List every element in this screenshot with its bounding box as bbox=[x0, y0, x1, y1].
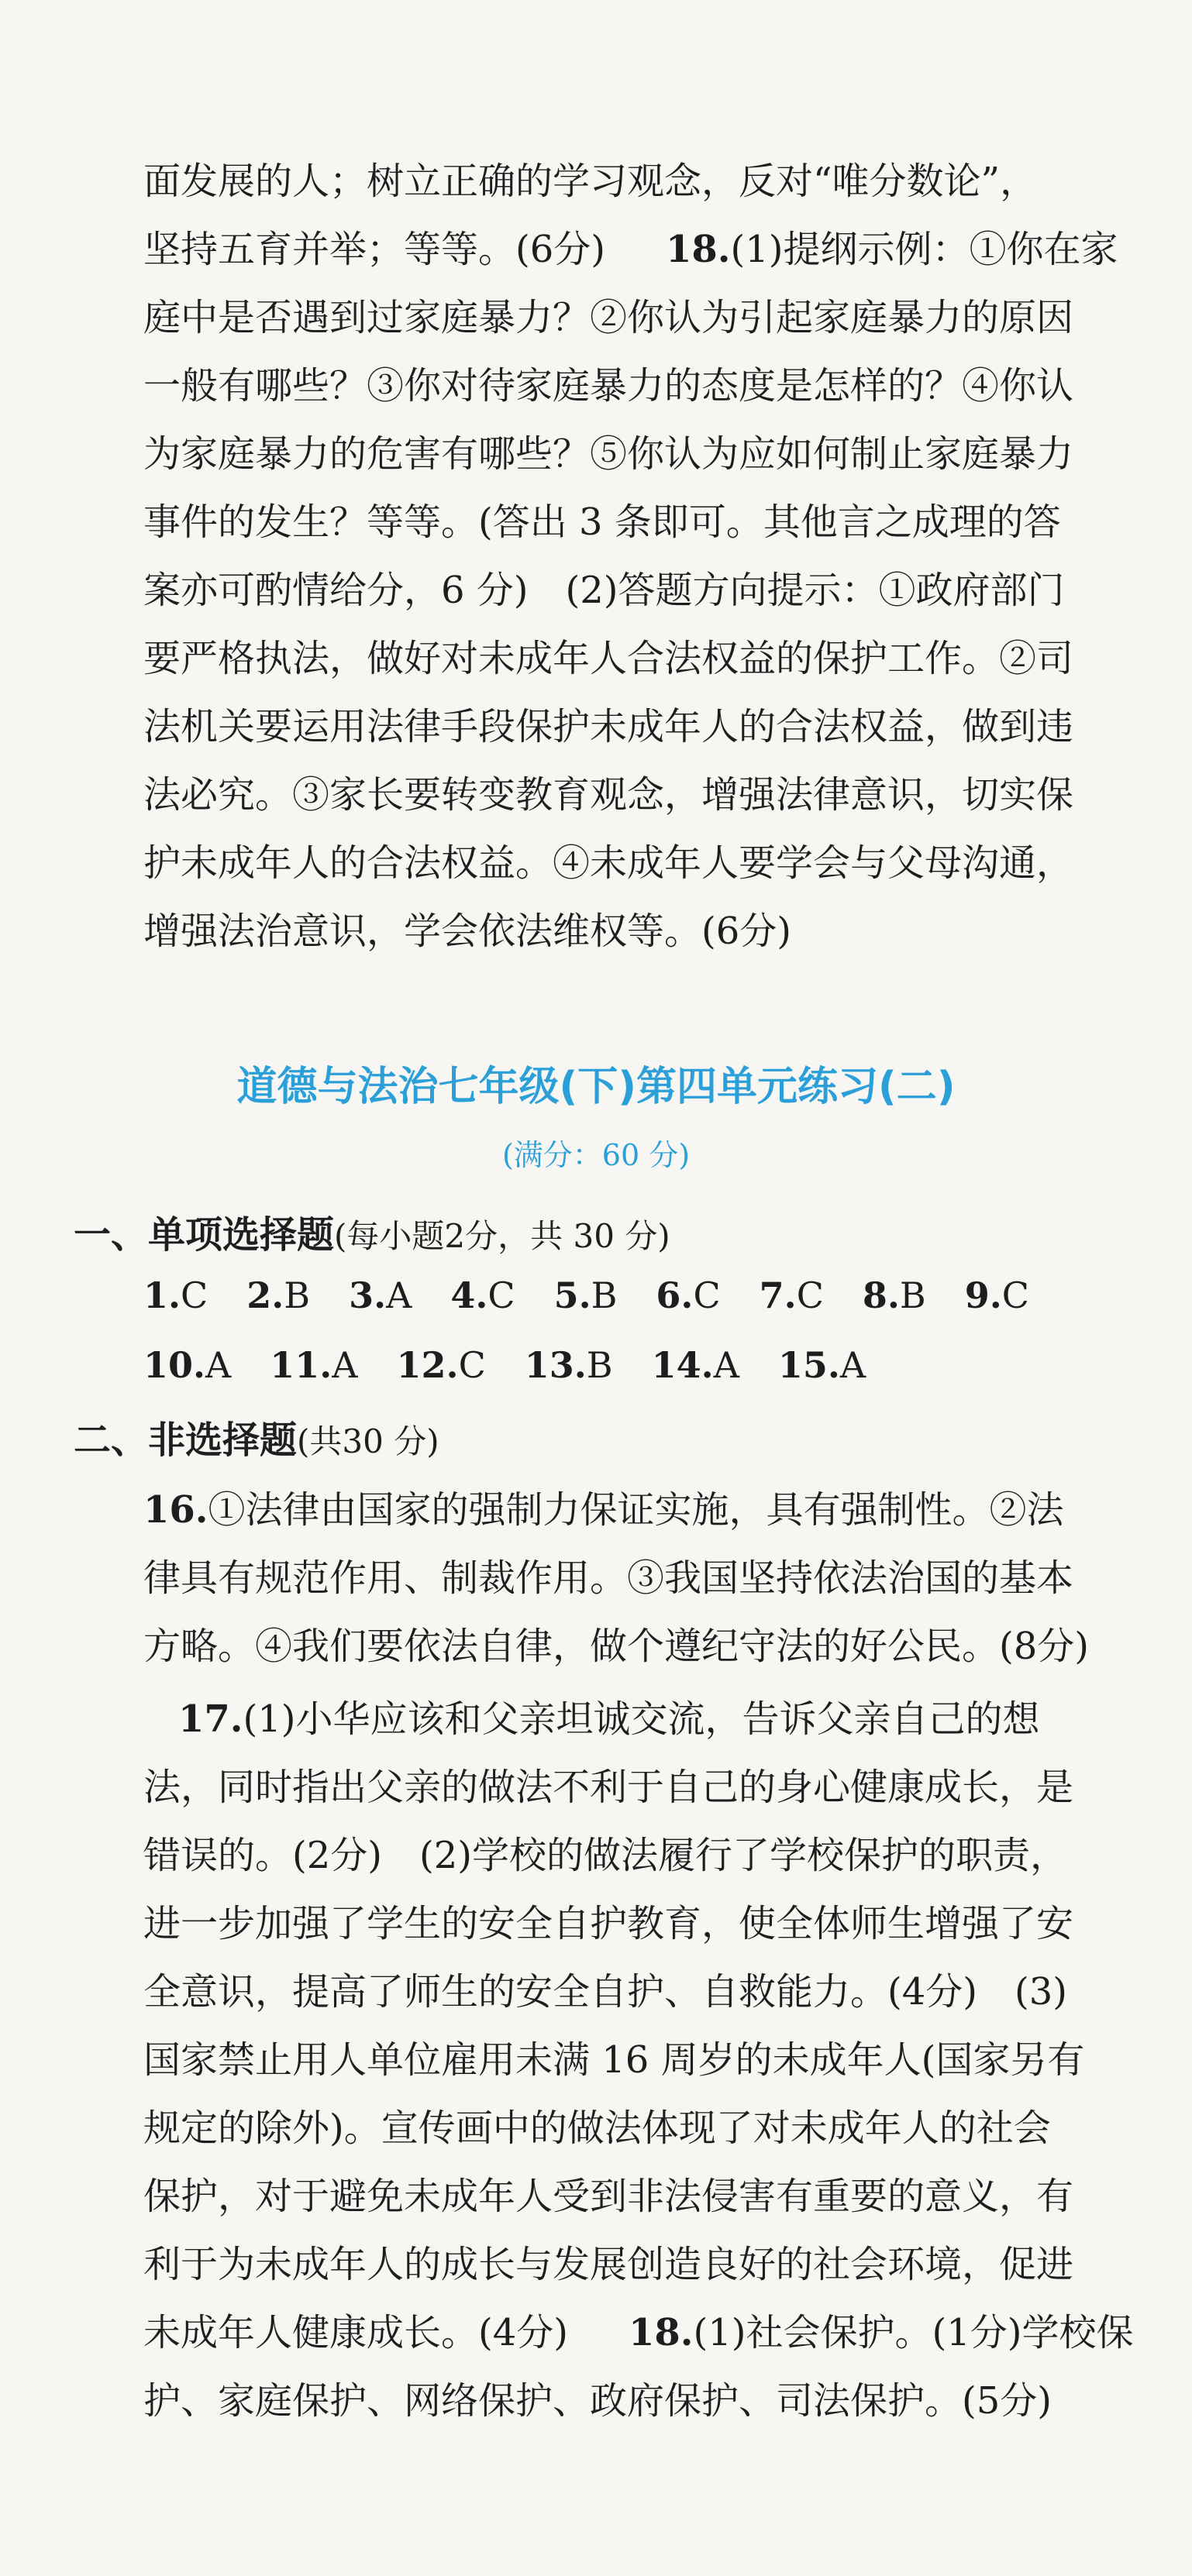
answer-letter: B bbox=[899, 1274, 926, 1316]
text-span: 庭中是否遇到过家庭暴力？②你认为引起家庭暴力的原因 bbox=[143, 296, 1074, 339]
answer-letter: A bbox=[205, 1344, 232, 1386]
text-span: 护、家庭保护、网络保护、政府保护、司法保护。(5分) bbox=[143, 2379, 1052, 2423]
unit-title: 道德与法治七年级(下)第四单元练习(二) bbox=[236, 1064, 956, 1110]
question-number: 16. bbox=[143, 1488, 208, 1532]
answer-number: 12. bbox=[396, 1344, 459, 1386]
text-line bbox=[143, 897, 1081, 965]
text-span: 国家禁止用人单位雇用未满 16 周岁的未成年人(国家另有 bbox=[143, 2038, 1085, 2082]
section-title: 二、非选择题 bbox=[74, 1419, 298, 1462]
answer-letter: B bbox=[586, 1344, 613, 1386]
answer-item bbox=[652, 1344, 739, 1386]
answer-number: 6. bbox=[656, 1274, 694, 1316]
line-wrap bbox=[143, 1476, 1064, 1544]
text-span: 面发展的人；树立正确的学习观念，反对“唯分数论”， bbox=[143, 160, 1038, 203]
answer-item bbox=[450, 1274, 515, 1316]
answer-letter: A bbox=[713, 1344, 739, 1386]
answer-number: 8. bbox=[862, 1274, 900, 1316]
answer-letter: B bbox=[591, 1274, 618, 1316]
answer-letter: A bbox=[839, 1344, 866, 1386]
answer-number: 14. bbox=[651, 1344, 714, 1386]
answer-item bbox=[965, 1274, 1029, 1316]
text-line bbox=[143, 488, 1081, 556]
text-line bbox=[143, 829, 1081, 897]
q16-answer bbox=[143, 1476, 1089, 1680]
question-number: 18. bbox=[629, 2311, 694, 2354]
unit-subtitle: (满分：60 分) bbox=[501, 1138, 691, 1172]
text-span: 进一步加强了学生的安全自护教育，使全体师生增强了安 bbox=[143, 1902, 1074, 1945]
answer-letter: C bbox=[487, 1274, 515, 1316]
text-span: (1)提纲示例：①你在家 bbox=[730, 228, 1118, 271]
text-span: ①法律由国家的强制力保证实施，具有强制性。②法 bbox=[208, 1488, 1064, 1532]
answer-number: 3. bbox=[349, 1274, 387, 1316]
answer-row bbox=[143, 1274, 1068, 1316]
text-span: 增强法治意识，学会依法维权等。(6分) bbox=[143, 910, 791, 953]
answer-letter: C bbox=[1001, 1274, 1029, 1316]
text-line bbox=[143, 761, 1081, 829]
section-heading bbox=[74, 1410, 439, 1463]
answer-letter: A bbox=[386, 1274, 412, 1316]
answer-item bbox=[525, 1344, 613, 1386]
answer-item bbox=[863, 1274, 926, 1316]
answer-item bbox=[246, 1274, 310, 1316]
text-span: (1)社会保护。(1分)学校保 bbox=[693, 2311, 1134, 2354]
text-line bbox=[143, 1476, 1081, 1544]
answer-letter: C bbox=[458, 1344, 486, 1386]
question-number: 17. bbox=[178, 1697, 243, 1741]
answer-letter: A bbox=[332, 1344, 358, 1386]
text-span: 法，同时指出父亲的做法不利于自己的身心健康成长，是 bbox=[143, 1766, 1074, 1809]
text-span: 利于为未成年人的成长与发展创造良好的社会环境，促进 bbox=[143, 2243, 1074, 2286]
answer-item bbox=[143, 1344, 231, 1386]
text-line bbox=[143, 2162, 1081, 2230]
answer-item bbox=[143, 1274, 208, 1316]
text-line bbox=[143, 2367, 1081, 2435]
text-span: 规定的除外)。宣传画中的做法体现了对未成年人的社会 bbox=[143, 2107, 1051, 2150]
text-line bbox=[143, 556, 1081, 624]
text-span: 事件的发生？等等。(答出 3 条即可。其他言之成理的答 bbox=[143, 500, 1061, 544]
text-span: 一般有哪些？③你对待家庭暴力的态度是怎样的？④你认 bbox=[143, 364, 1074, 408]
answer-number: 13. bbox=[524, 1344, 587, 1386]
text-line bbox=[143, 2094, 1081, 2162]
q17-answer bbox=[143, 1685, 1134, 2435]
text-line bbox=[143, 284, 1081, 352]
answer-item bbox=[554, 1274, 618, 1316]
text-span: 坚持五育并举；等等。(6分) bbox=[143, 228, 643, 271]
answer-number: 7. bbox=[759, 1274, 797, 1316]
answer-number: 4. bbox=[450, 1274, 488, 1316]
text-span: 保护，对于避免未成年人受到非法侵害有重要的意义，有 bbox=[143, 2175, 1074, 2218]
question-number: 18. bbox=[666, 228, 731, 271]
text-span: 为家庭暴力的危害有哪些？⑤你认为应如何制止家庭暴力 bbox=[143, 432, 1074, 476]
answer-item bbox=[349, 1274, 412, 1316]
text-span: 方略。④我们要依法自律，做个遵纪守法的好公民。(8分) bbox=[143, 1625, 1089, 1668]
text-line bbox=[143, 2299, 1134, 2367]
text-span: 法机关要运用法律手段保护未成年人的合法权益，做到违 bbox=[143, 705, 1074, 748]
answer-letter: C bbox=[181, 1274, 208, 1316]
answer-number: 5. bbox=[553, 1274, 591, 1316]
answer-item bbox=[270, 1344, 357, 1386]
section-heading bbox=[74, 1205, 670, 1258]
answer-letter: B bbox=[284, 1274, 311, 1316]
text-span: 法必究。③家长要转变教育观念，增强法律意识，切实保 bbox=[143, 773, 1074, 817]
text-span: 要严格执法，做好对未成年人合法权益的保护工作。②司 bbox=[143, 637, 1074, 680]
answer-letter: C bbox=[796, 1274, 824, 1316]
text-line bbox=[143, 352, 1081, 420]
text-line bbox=[143, 1544, 1081, 1612]
text-span: (1)小华应该和父亲坦诚交流，告诉父亲自己的想 bbox=[243, 1697, 1040, 1741]
section-title: 一、单项选择题 bbox=[74, 1213, 335, 1257]
answer-item bbox=[760, 1274, 824, 1316]
text-span: 律具有规范作用、制裁作用。③我国坚持依法治国的基本 bbox=[143, 1556, 1074, 1600]
text-line bbox=[143, 215, 1118, 284]
text-line bbox=[143, 1753, 1081, 1821]
answer-letter: C bbox=[693, 1274, 721, 1316]
text-line bbox=[143, 693, 1081, 761]
section-note: (每小题2分，共 30 分) bbox=[334, 1217, 670, 1255]
answer-item bbox=[397, 1344, 486, 1386]
text-line bbox=[143, 1958, 1081, 2026]
prev-unit-answers bbox=[143, 147, 1118, 965]
section-note: (共30 分) bbox=[297, 1422, 439, 1460]
answer-item bbox=[656, 1274, 720, 1316]
text-line bbox=[143, 2026, 1085, 2094]
answer-number: 9. bbox=[964, 1274, 1002, 1316]
answer-number: 10. bbox=[143, 1344, 206, 1386]
text-line bbox=[143, 1685, 1081, 1753]
answer-number: 2. bbox=[246, 1274, 284, 1316]
text-line bbox=[143, 420, 1081, 488]
text-span: 错误的。(2分) (2)学校的做法履行了学校保护的职责， bbox=[143, 1834, 1067, 1877]
answer-item bbox=[778, 1344, 866, 1386]
text-line bbox=[143, 624, 1081, 693]
text-span: 全意识，提高了师生的安全自护、自救能力。(4分) (3) bbox=[143, 1970, 1067, 2014]
text-line bbox=[143, 2230, 1081, 2299]
text-line bbox=[143, 1890, 1081, 1958]
line-wrap bbox=[178, 1685, 1040, 1753]
text-line bbox=[143, 1612, 1089, 1680]
answer-row bbox=[143, 1344, 904, 1386]
text-line bbox=[143, 1821, 1081, 1890]
text-span: 护未成年人的合法权益。④未成年人要学会与父母沟通， bbox=[143, 841, 1074, 885]
answer-number: 11. bbox=[270, 1344, 332, 1386]
answer-number: 1. bbox=[143, 1274, 181, 1316]
text-line bbox=[143, 147, 1081, 215]
answer-number: 15. bbox=[777, 1344, 840, 1386]
text-span: 案亦可酌情给分，6 分) (2)答题方向提示：①政府部门 bbox=[143, 569, 1065, 612]
text-span: 未成年人健康成长。(4分) bbox=[143, 2311, 605, 2354]
